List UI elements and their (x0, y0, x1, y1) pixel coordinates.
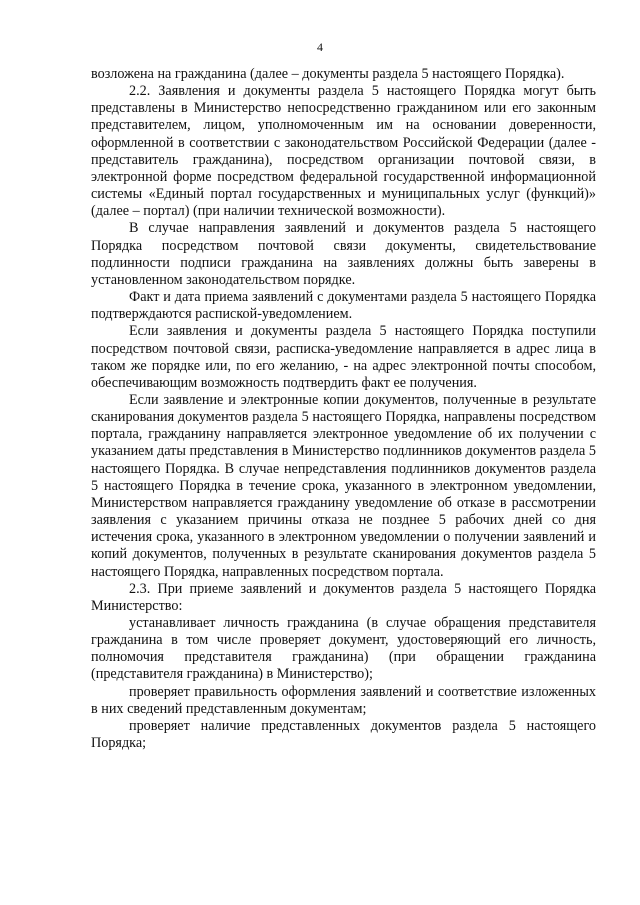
paragraph: проверяет правильность оформления заявлений и соответствие изложенных в них сведений представленным документам; (91, 683, 596, 717)
paragraph: 2.3. При приеме заявлений и документов раздела 5 настоящего Порядка Министерство: (91, 580, 596, 614)
paragraph: В случае направления заявлений и документов раздела 5 настоящего Порядка посредством почтовой связи документы, свидетельствование подлинности подписи гражданина на заявлениях должны быть заверены в установленном законодательством порядке. (91, 220, 596, 288)
paragraph: проверяет наличие представленных документов раздела 5 настоящего Порядка; (91, 717, 596, 752)
document-body (91, 66, 596, 752)
paragraph: Факт и дата приема заявлений с документами раздела 5 настоящего Порядка подтверждаются распиской-уведомлением. (91, 289, 596, 323)
paragraph: 2.2. Заявления и документы раздела 5 настоящего Порядка могут быть представлены в Министерство непосредственно гражданином или его законным представителем, лицом, уполномоченным им на основании доверенности, оформленной в соответствии с законодательством Российской Федерации (далее - представитель гражданина), посредством организации почтовой связи, в электронной форме посредством федеральной государственной информационной системы «Единый портал государственных и муниципальных услуг (функций)» (далее – портал) (при наличии технической возможности). (91, 83, 596, 220)
paragraph: возложена на гражданина (далее – документы раздела 5 настоящего Порядка). (91, 66, 565, 82)
paragraph: устанавливает личность гражданина (в случае обращения представителя гражданина в том числе проверяет документ, удостоверяющий его личность, полномочия представителя гражданина) (при обращении гражданина (представителя гражданина) в Министерство); (91, 615, 596, 683)
paragraph: Если заявление и электронные копии документов, полученные в результате сканирования документов раздела 5 настоящего Порядка, направлены посредством портала, гражданину направляется электронное уведомление об их получении с указанием даты представления в Министерство подлинников документов раздела 5 настоящего Порядка. В случае непредставления подлинников документов раздела 5 настоящего Порядка в течение срока, указанного в электронном уведомлении, Министерством направляется гражданину уведомление об отказе в рассмотрении заявления с указанием причины отказа не позднее 5 рабочих дней со дня истечения срока, указанного в электронном уведомлении о получении заявлений и копий документов, полученных в результате сканирования документов раздела 5 настоящего Порядка, направленных посредством портала. (91, 391, 596, 580)
page-number: 4 (317, 40, 323, 54)
paragraph: Если заявления и документы раздела 5 настоящего Порядка поступили посредством почтовой связи, расписка-уведомление направляется в адрес лица в таком же порядке или, по его желанию, - на адрес электронной почты способом, обеспечивающим возможность подтвердить факт ее получения. (91, 323, 596, 391)
